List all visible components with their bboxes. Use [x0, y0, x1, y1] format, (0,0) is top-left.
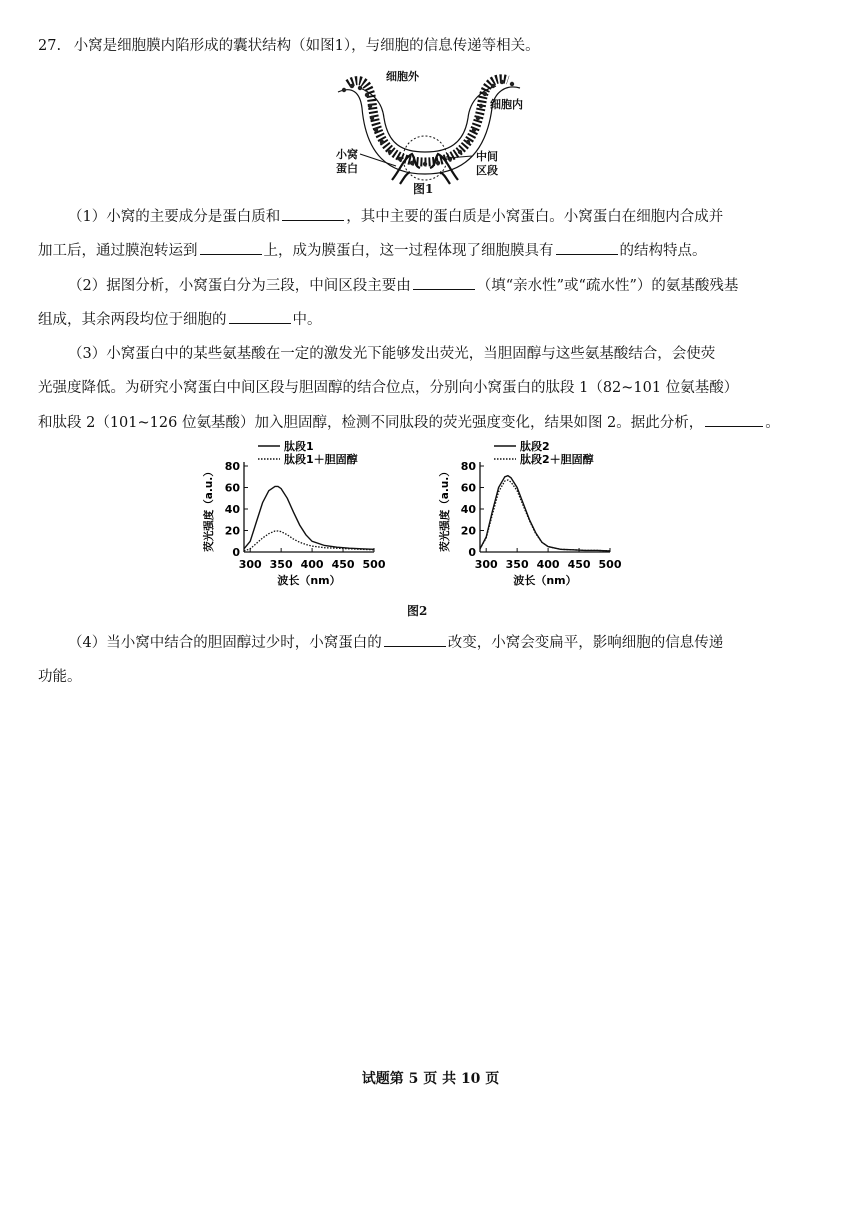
- answer-blank-3[interactable]: [556, 240, 618, 255]
- x-tick-label: 450: [567, 558, 591, 571]
- part-2-line-2: [38, 309, 828, 330]
- y-tick-label: 60: [224, 481, 240, 495]
- x-tick-label: 350: [505, 558, 529, 571]
- part-1-text: （1）小窝的主要成分是蛋白质和: [68, 209, 281, 225]
- part-2-text: （2）据图分析，小窝蛋白分为三段，中间区段主要由: [68, 278, 411, 294]
- figure-2-caption: 图2: [407, 604, 428, 618]
- label-intracellular: 细胞内: [490, 98, 523, 111]
- fluorescence-chart-peptide-2: [436, 440, 626, 600]
- x-tick-label: 300: [474, 558, 498, 571]
- page-footer: 试题第 5 页 共 10 页: [361, 1071, 500, 1087]
- figure-1-caption: 图1: [413, 182, 434, 196]
- answer-blank-1[interactable]: [282, 206, 344, 221]
- y-tick-label: 20: [224, 524, 240, 538]
- part-1-line-2: [38, 240, 828, 261]
- label-middle-segment-line1: 中间: [476, 150, 498, 163]
- answer-blank-4[interactable]: [413, 275, 475, 290]
- part-4-line-2: 功能。: [38, 669, 82, 685]
- y-tick-label: 40: [460, 503, 476, 516]
- label-middle-segment-line2: 区段: [476, 164, 498, 177]
- part-4-text: （4）当小窝中结合的胆固醇过少时，小窝蛋白的: [68, 635, 382, 651]
- y-axis-label: 荧光强度（a.u.）: [439, 466, 451, 552]
- part-2-line-1: [68, 275, 858, 296]
- part-3-line-3: [38, 412, 828, 433]
- y-tick-label: 0: [232, 546, 240, 559]
- part-1-text: 加工后，通过膜泡转运到: [38, 243, 198, 259]
- part-2-text: 组成，其余两段均位于细胞的: [38, 312, 227, 328]
- part-3-line-1: （3）小窝蛋白中的某些氨基酸在一定的激发光下能够发出荧光，当胆固醇与这些氨基酸结合，会使荧: [68, 346, 716, 362]
- y-tick-label: 20: [460, 524, 476, 538]
- x-tick-label: 400: [536, 558, 560, 571]
- part-4-text: 改变，小窝会变扁平，影响细胞的信息传递: [447, 635, 724, 651]
- y-axis-label: 荧光强度（a.u.）: [203, 466, 215, 552]
- part-1-text: 上，成为膜蛋白，这一过程体现了细胞膜具有: [263, 243, 554, 259]
- y-tick-label: 0: [468, 546, 476, 559]
- legend-label-1: 肽段2: [520, 440, 550, 453]
- x-axis-label: 波长（nm）: [513, 574, 577, 587]
- fluorescence-chart-peptide-1: [200, 440, 390, 600]
- part-1-line-1: [68, 206, 858, 227]
- x-tick-label: 300: [238, 558, 262, 571]
- x-tick-label: 450: [331, 558, 355, 571]
- answer-blank-5[interactable]: [229, 309, 291, 324]
- x-tick-label: 500: [598, 558, 622, 571]
- part-4-line-1: [68, 632, 858, 653]
- part-1-text: 的结构特点。: [619, 243, 707, 259]
- part-2-text: 中。: [292, 312, 322, 328]
- question-number: 27.: [38, 38, 62, 54]
- answer-blank-2[interactable]: [200, 240, 262, 255]
- part-2-text: （填“亲水性”或“疏水性”）的氨基酸残基: [476, 278, 739, 294]
- series-line-1: [244, 486, 374, 549]
- series-line-2: [480, 480, 610, 551]
- legend-label-2: 肽段1＋胆固醇: [284, 453, 358, 466]
- y-tick-label: 40: [224, 503, 240, 516]
- label-caveolin-line2: 蛋白: [336, 162, 358, 175]
- answer-blank-7[interactable]: [384, 632, 446, 647]
- x-tick-label: 350: [269, 558, 293, 571]
- label-extracellular: 细胞外: [386, 70, 419, 83]
- legend-label-1: 肽段1: [284, 440, 314, 453]
- part-3-text: 。: [765, 415, 780, 431]
- series-line-1: [480, 476, 610, 551]
- question-intro: [38, 36, 828, 56]
- x-tick-label: 500: [362, 558, 386, 571]
- y-tick-label: 80: [224, 460, 240, 473]
- x-axis-label: 波长（nm）: [277, 574, 341, 587]
- y-tick-label: 60: [460, 481, 476, 495]
- part-3-line-2: 光强度降低。为研究小窝蛋白中间区段与胆固醇的结合位点，分别向小窝蛋白的肽段 1（82~101 位氨基酸）: [38, 380, 739, 396]
- label-caveolin-line1: 小窝: [336, 148, 358, 161]
- part-1-text: ，其中主要的蛋白质是小窝蛋白。小窝蛋白在细胞内合成并: [346, 209, 724, 225]
- answer-blank-6[interactable]: [705, 412, 763, 427]
- legend-label-2: 肽段2＋胆固醇: [520, 453, 594, 466]
- part-3-text: 和肽段 2（101~126 位氨基酸）加入胆固醇，检测不同肽段的荧光强度变化，结果如图 2。据此分析，: [38, 415, 704, 431]
- x-tick-label: 400: [300, 558, 324, 571]
- y-tick-label: 80: [460, 460, 476, 473]
- question-intro-text: 小窝是细胞膜内陷形成的囊状结构（如图1），与细胞的信息传递等相关。: [73, 38, 540, 54]
